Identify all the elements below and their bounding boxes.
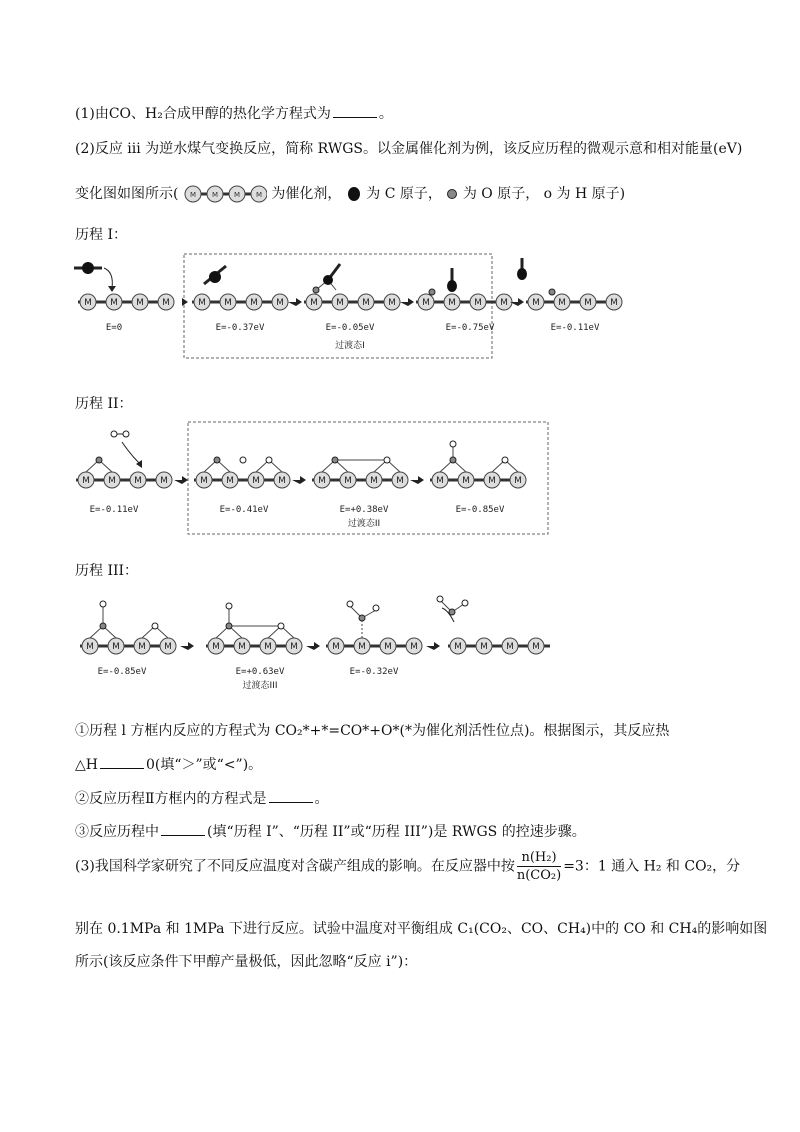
svg-text:M: M — [462, 476, 470, 486]
svg-text:M: M — [136, 298, 144, 308]
process-1-title: 历程 I： — [75, 227, 127, 243]
stage-2 — [194, 457, 290, 515]
svg-text:M: M — [276, 298, 284, 308]
energy-label: E=-0.32eV — [349, 667, 399, 677]
svg-text:M: M — [396, 476, 404, 486]
svg-text:M: M — [110, 298, 118, 308]
sub-question-3-text: ③反应历程中 — [75, 824, 159, 840]
process-2-diagram — [70, 420, 560, 536]
energy-label: E=-0.11eV — [550, 323, 600, 333]
svg-text:M: M — [474, 298, 482, 308]
question-3-line-2: 别在 0.1MPa 和 1MPa 下进行反应。试验中温度对平衡组成 C₁(CO₂、CO、CH₄)中的 CO 和 CH₄的影响如图 — [75, 921, 768, 937]
energy-label: E=0 — [105, 323, 123, 333]
svg-text:M: M — [332, 642, 340, 652]
carbon-atom-icon — [346, 186, 362, 202]
transition-state-label: 过渡态III — [242, 681, 278, 691]
svg-text:M: M — [162, 298, 170, 308]
stage-3 — [326, 601, 422, 677]
legend-oxygen-label: 为 O 原子， — [462, 186, 540, 202]
stage-1 — [74, 262, 174, 333]
question-1 — [75, 103, 393, 123]
answer-blank[interactable] — [333, 105, 377, 118]
svg-text:M: M — [250, 298, 258, 308]
svg-text:M: M — [506, 642, 514, 652]
sub-question-1-line-1: ①历程 l 方框内反应的方程式为 CO₂*+*=CO*+O*(*为催化剂活性位点)。根据图示，其反应热 — [75, 723, 670, 739]
svg-text:M: M — [255, 191, 262, 199]
svg-text:M: M — [344, 476, 352, 486]
svg-text:M: M — [448, 298, 456, 308]
stage-2 — [192, 266, 288, 333]
process-3-title: 历程 III： — [75, 563, 139, 579]
stage-1 — [80, 601, 176, 677]
svg-text:M: M — [384, 642, 392, 652]
svg-text:M: M — [370, 476, 378, 486]
sub-question-2 — [75, 788, 329, 808]
question-1-text: (1)由CO、H₂合成甲醇的热化学方程式为 — [75, 106, 331, 122]
answer-blank[interactable] — [100, 756, 144, 769]
question-3-text: (3)我国科学家研究了不同反应温度对含碳产组成的影响。在反应器中按 — [75, 858, 515, 875]
svg-text:M: M — [224, 298, 232, 308]
process-3-diagram — [70, 592, 610, 702]
sub-question-2-text: ②反应历程Ⅱ方框内的方程式是 — [75, 791, 267, 807]
answer-blank[interactable] — [269, 790, 313, 803]
stage-5 — [517, 258, 622, 333]
svg-text:M: M — [233, 191, 240, 199]
stage-2 — [206, 603, 302, 691]
svg-text:M: M — [480, 642, 488, 652]
sub-question-3-options: (填“历程 I”、“历程 II”或“历程 III”)是 RWGS 的控速步骤。 — [207, 824, 586, 840]
svg-text:M: M — [336, 298, 344, 308]
svg-text:M: M — [388, 298, 396, 308]
delta-h: △H — [75, 757, 98, 773]
energy-label: E=+0.63eV — [235, 667, 285, 677]
legend-catalyst-label: 为催化剂， — [271, 186, 342, 202]
svg-text:M: M — [422, 298, 430, 308]
svg-text:M: M — [238, 642, 246, 652]
svg-text:M: M — [212, 642, 220, 652]
svg-text:M: M — [108, 476, 116, 486]
legend-carbon-label: 为 C 原子， — [366, 186, 442, 202]
svg-text:M: M — [200, 476, 208, 486]
svg-text:M: M — [138, 642, 146, 652]
svg-text:M: M — [252, 476, 260, 486]
svg-text:M: M — [358, 642, 366, 652]
svg-text:M: M — [488, 476, 496, 486]
svg-text:M: M — [532, 298, 540, 308]
svg-text:M: M — [584, 298, 592, 308]
stage-3 — [312, 457, 408, 529]
svg-text:M: M — [211, 191, 218, 199]
svg-text:M: M — [454, 642, 462, 652]
ratio-fraction — [517, 850, 561, 883]
svg-text:M: M — [410, 642, 418, 652]
svg-text:M: M — [198, 298, 206, 308]
svg-text:M: M — [318, 476, 326, 486]
transition-state-label: 过渡态II — [347, 519, 381, 529]
fraction-numerator: n(H₂) — [517, 850, 561, 867]
stage-4 — [430, 441, 526, 515]
svg-text:M: M — [160, 476, 168, 486]
svg-text:M: M — [82, 476, 90, 486]
energy-label: E=-0.37eV — [215, 323, 265, 333]
svg-text:M: M — [264, 642, 272, 652]
energy-label: E=-0.11eV — [89, 505, 139, 515]
sub-question-3 — [75, 821, 586, 841]
fraction-denominator: n(CO₂) — [516, 868, 562, 883]
svg-text:M: M — [436, 476, 444, 486]
stage-1 — [76, 431, 172, 515]
svg-text:M: M — [558, 298, 566, 308]
catalyst-legend-icon — [183, 181, 267, 207]
oxygen-atom-icon — [446, 188, 458, 200]
svg-text:M: M — [86, 642, 94, 652]
svg-text:M: M — [189, 191, 196, 199]
svg-text:M: M — [112, 642, 120, 652]
sub-question-2-end: 。 — [314, 791, 329, 807]
sub-question-1-line-2 — [75, 754, 262, 774]
svg-text:M: M — [290, 642, 298, 652]
energy-label: E=-0.75eV — [445, 323, 495, 333]
legend-intro: 变化图如图所示( — [75, 186, 179, 202]
question-3-line-1 — [75, 850, 740, 883]
svg-text:M: M — [84, 298, 92, 308]
question-1-end: 。 — [378, 106, 393, 122]
question-2-line-2 — [75, 181, 625, 207]
energy-label: E=+0.38eV — [339, 505, 389, 515]
svg-text:M: M — [610, 298, 618, 308]
process-2-title: 历程 II： — [75, 396, 133, 412]
energy-label: E=-0.05eV — [325, 323, 375, 333]
stage-4 — [416, 268, 512, 333]
energy-label: E=-0.85eV — [455, 505, 505, 515]
energy-label: E=-0.41eV — [219, 505, 269, 515]
legend-hydrogen-label: o 为 H 原子) — [543, 186, 626, 202]
svg-text:M: M — [500, 298, 508, 308]
question-3-line-3: 所示(该反应条件下甲醇产量极低，因此忽略“反应 i”)： — [75, 954, 418, 970]
svg-text:M: M — [310, 298, 318, 308]
question-3-ratio: =3：1 通入 H₂ 和 CO₂，分 — [563, 858, 741, 875]
process-1-diagram — [70, 250, 650, 360]
svg-text:M: M — [532, 642, 540, 652]
stage-4 — [437, 596, 550, 654]
svg-text:M: M — [514, 476, 522, 486]
svg-text:M: M — [278, 476, 286, 486]
svg-text:M: M — [226, 476, 234, 486]
answer-blank[interactable] — [161, 823, 205, 836]
energy-label: E=-0.85eV — [97, 667, 147, 677]
stage-3 — [304, 264, 400, 351]
svg-text:M: M — [164, 642, 172, 652]
svg-text:M: M — [134, 476, 142, 486]
transition-state-label: 过渡态I — [335, 341, 365, 351]
question-2-line-1: (2)反应 iii 为逆水煤气变换反应，简称 RWGS。以金属催化剂为例，该反应历程的微观示意和相对能量(eV) — [75, 141, 743, 157]
svg-text:M: M — [362, 298, 370, 308]
sub-question-1-hint: 0(填“＞”或“<”)。 — [145, 757, 263, 773]
